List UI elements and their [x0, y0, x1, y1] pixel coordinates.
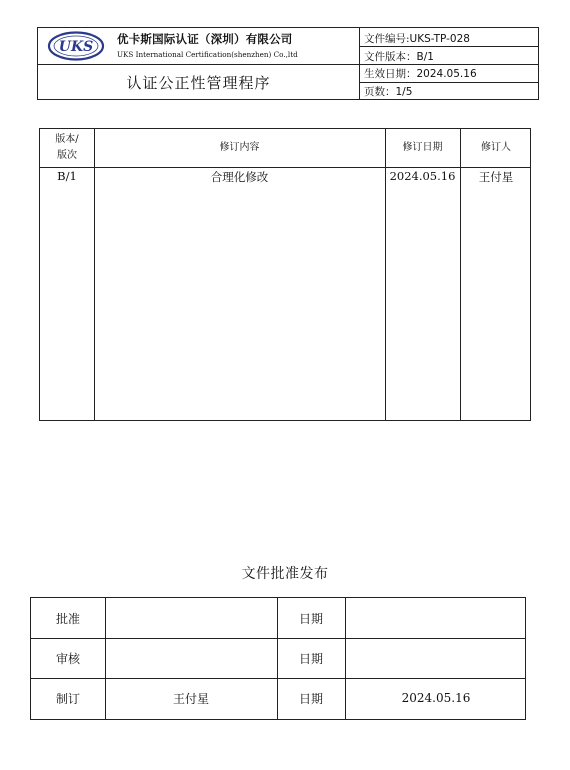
column-header-reviser: 修订人: [481, 142, 511, 153]
table-cell-date: 2024.05.16: [389, 169, 456, 183]
column-header-version: 版本/ 版次: [55, 134, 79, 161]
doc-number: [364, 31, 470, 46]
company-name-en: UKS International Certification(shenzhen) Co.,ltd: [117, 50, 298, 59]
effective-date: [364, 66, 477, 81]
column-header-date: 修订日期: [402, 142, 443, 153]
drafter-date-label: 日期: [298, 691, 323, 706]
document-header: [37, 27, 539, 100]
column-header-content: 修订内容: [219, 142, 260, 153]
approval-table: [30, 597, 526, 720]
table-cell-version: B/1: [57, 169, 77, 183]
effective-date-value: 2024.05.16: [416, 68, 477, 80]
page-count-value: 1/5: [395, 86, 413, 98]
company-logo-icon: [46, 31, 106, 61]
revision-table: [39, 128, 531, 421]
approval-name: [105, 598, 277, 638]
approval-date: [345, 598, 527, 638]
doc-version-label: 文件版本：: [364, 51, 417, 63]
company-name-cn: 优卡斯国际认证（深圳）有限公司: [117, 32, 293, 46]
approval-label: 批准: [55, 611, 80, 626]
table-cell-reviser: 王付星: [478, 170, 514, 184]
review-name: [105, 638, 277, 678]
table-cell-content: 合理化修改: [210, 170, 269, 184]
logo-text: UKS: [58, 39, 94, 55]
review-date: [345, 638, 527, 678]
page-count-label: 页数：: [364, 86, 396, 98]
review-label: 审核: [55, 651, 80, 666]
header-divider: [359, 64, 538, 65]
approval-date-label: 日期: [298, 611, 323, 626]
approval-title: 文件批准发布: [241, 566, 329, 582]
drafter-label: 制订: [55, 691, 80, 706]
effective-date-label: 生效日期：: [364, 68, 417, 80]
drafter-name: 王付星: [172, 691, 209, 706]
doc-number-value: UKS-TP-028: [409, 33, 470, 45]
page-count: [364, 84, 412, 99]
review-date-label: 日期: [298, 651, 323, 666]
doc-version: [364, 49, 434, 64]
doc-number-label: 文件编号:: [364, 33, 410, 45]
header-divider: [38, 64, 359, 65]
header-divider: [359, 46, 538, 47]
page-title: 认证公正性管理程序: [126, 74, 271, 92]
drafter-date: 2024.05.16: [401, 691, 471, 705]
doc-version-value: B/1: [416, 51, 434, 63]
header-divider: [359, 82, 538, 83]
